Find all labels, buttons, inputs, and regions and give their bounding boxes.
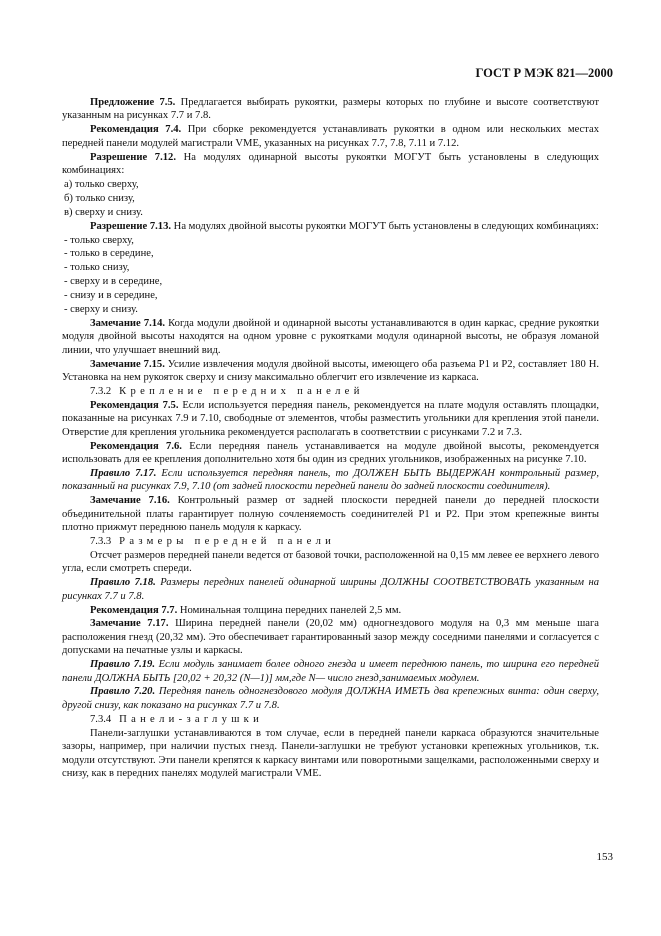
clause-text: Усилие извлечения модуля двойной высоты, имеющего оба разъема P1 и P2, составляет 180 Н. Установка на нем рукояток сверху и снизу максимально облегчит его извлечение из каркаса.: [62, 358, 599, 384]
clause-label: Предложение 7.5.: [90, 97, 176, 108]
clause-label: Правило 7.18.: [90, 577, 156, 589]
clause-label: Разрешение 7.12.: [90, 151, 176, 163]
list-item: а) только сверху,: [64, 178, 139, 190]
list-item: - снизу и в середине,: [64, 290, 158, 302]
clause-text: Если используется передняя панель, рекомендуется на плате модуля оставлять площадки, показанные на рисунках 7.9 и 7.10, свободные от элементов, чтобы разместить угольники для крепления этой панели. Отверстие для крепления угольника рекомендуется располагать в соответствии с рисунками 7.2 и 7.3.: [62, 399, 599, 438]
page-number: 153: [596, 851, 613, 863]
clause-label: Разрешение 7.13.: [90, 220, 172, 232]
section-title: Крепление передних панелей: [119, 386, 364, 398]
clause-label: Правило 7.17.: [90, 467, 157, 479]
list-item: - сверху и снизу.: [64, 304, 138, 316]
rule-7-18: [62, 576, 599, 603]
paragraph-blank-panels: Панели-заглушки устанавливаются в том случае, если в передней панели каркаса образуются значительные зазоры, например, при наличии пустых гнезд. Панели-заглушки не требуют установки крепежных угольников, т.к. модули отсутствуют. Эти панели крепятся к каркасу винтами или поворотными защелками, расположенными сверху и снизу, как в передних панелях модулей магистрали VME.: [62, 727, 599, 779]
clause-label: Рекомендация 7.5.: [90, 399, 179, 411]
section-title: Размеры передней панели: [119, 536, 336, 547]
section-heading-7-3-2: [62, 385, 599, 398]
section-number: 7.3.3: [90, 536, 112, 547]
document-body: [62, 96, 599, 781]
list-item: - только сверху,: [64, 234, 134, 246]
clause-label: Правило 7.20.: [90, 686, 156, 698]
section-number: 7.3.2: [90, 386, 112, 398]
rule-7-20: [62, 685, 599, 712]
list-item: - только снизу,: [64, 262, 130, 274]
list-item: - сверху и в середине,: [64, 276, 163, 288]
clause-text: Контрольный размер от задней плоскости передней панели до передней плоскости объединительной платы гарантирует полную сочленяемость соединителей P1 и P2. При этом крепежные винты плотно прижмут переднюю панель модуля к каркасу.: [62, 495, 599, 534]
clause-text: Размеры передних панелей одинарной ширины ДОЛЖНЫ СООТВЕТСТВОВАТЬ указанным на рисунках 7.7 и 7.8.: [62, 577, 599, 602]
clause-text: Когда модули двойной и одинарной высоты устанавливаются в один каркас, средние рукоятки модуля двойной высоты находятся на одном уровне с рукоятками модуля одинарной высоты, не образуя ломаной линии, что улучшает внешний вид.: [62, 318, 600, 356]
rule-7-19: [62, 658, 599, 685]
document-header: ГОСТ Р МЭК 821—2000: [475, 66, 613, 80]
list-item: в) сверху и снизу.: [64, 206, 143, 218]
list-item: б) только снизу,: [64, 192, 135, 204]
note-7-17: [62, 617, 599, 657]
clause-text: Номинальная толщина передних панелей 2,5 мм.: [177, 604, 402, 616]
list-item: - только в середине,: [64, 248, 154, 260]
clause-label: Рекомендация 7.4.: [90, 124, 182, 136]
clause-text: При сборке рекомендуется устанавливать рукоятки в одном или нескольких местах передней панели модулей магистрали VME, указанных на рисунках 7.7, 7.8, 7.11 и 7.12.: [62, 124, 599, 149]
section-heading-7-3-4: [62, 713, 599, 726]
clause-text: Если передняя панель устанавливается на модуле двойной высоты, рекомендуется использовать для ее крепления дополнительно хотя бы один из средних угольников, изображенных на рисунке 7.10.: [62, 440, 599, 466]
paragraph-reference-point: Отсчет размеров передней панели ведется от базовой точки, расположенной на 0,15 мм левее ее верхнего левого угла, если смотреть спереди.: [62, 549, 599, 575]
recommendation-7-5: [62, 399, 599, 439]
clause-text: Предлагается выбирать рукоятки, размеры которых по глубине и высоте соответствуют указанным на рисунках 7.7 и 7.8.: [62, 97, 599, 122]
clause-label: Замечание 7.17.: [90, 618, 169, 630]
clause-label: Рекомендация 7.6.: [90, 440, 182, 452]
clause-text: На модулях двойной высоты рукоятки МОГУТ быть установлены в следующих комбинациях:: [171, 220, 599, 232]
note-7-16: [62, 494, 599, 534]
section-heading-7-3-3: [62, 535, 599, 548]
note-7-14: [62, 317, 599, 357]
clause-text: Если используется передняя панель, то ДОЛЖЕН БЫТЬ ВЫДЕРЖАН контрольный размер, показанный на рисунках 7.9, 7.10 (от задней плоскости передней панели до задней плоскости соединителя).: [62, 467, 599, 493]
clause-label: Замечание 7.15.: [90, 358, 165, 370]
recommendation-7-7: [62, 604, 599, 617]
recommendation-7-4: [62, 123, 599, 150]
rule-7-17: [62, 467, 599, 494]
permission-7-12: [62, 151, 599, 178]
clause-text: Если модуль занимает более одного гнезда и имеет переднюю панель, то ширина его передней панели ДОЛЖНА БЫТЬ [20,02 + 20,32 (N—1)] мм,где N— число гнезд,занимаемых модулем.: [62, 659, 600, 684]
clause-text: Ширина передней панели (20,02 мм) одногнездового модуля на 0,3 мм меньше шага расположения гнезд (20,32 мм). Это обеспечивает гарантированный зазор между соседними панелями и согласуется с допусками на печатные узлы и каркасы.: [62, 618, 600, 657]
clause-label: Рекомендация 7.7.: [90, 604, 178, 616]
proposal-7-5: [62, 96, 599, 123]
note-7-15: [62, 358, 599, 385]
clause-label: Замечание 7.14.: [90, 318, 166, 329]
clause-text: Передняя панель одногнездового модуля ДОЛЖНА ИМЕТЬ два крепежных винта: один сверху, другой снизу, как показано на рисунках 7.7 и 7.8.: [62, 686, 599, 711]
section-number: 7.3.4: [90, 713, 112, 725]
clause-label: Правило 7.19.: [90, 659, 155, 671]
permission-7-13: [62, 220, 599, 233]
clause-text: На модулях одинарной высоты рукоятки МОГУТ быть установлены в следующих комбинациях:: [62, 151, 600, 177]
section-title: Панели-заглушки: [119, 713, 264, 725]
clause-label: Замечание 7.16.: [90, 495, 170, 507]
recommendation-7-6: [62, 440, 599, 467]
